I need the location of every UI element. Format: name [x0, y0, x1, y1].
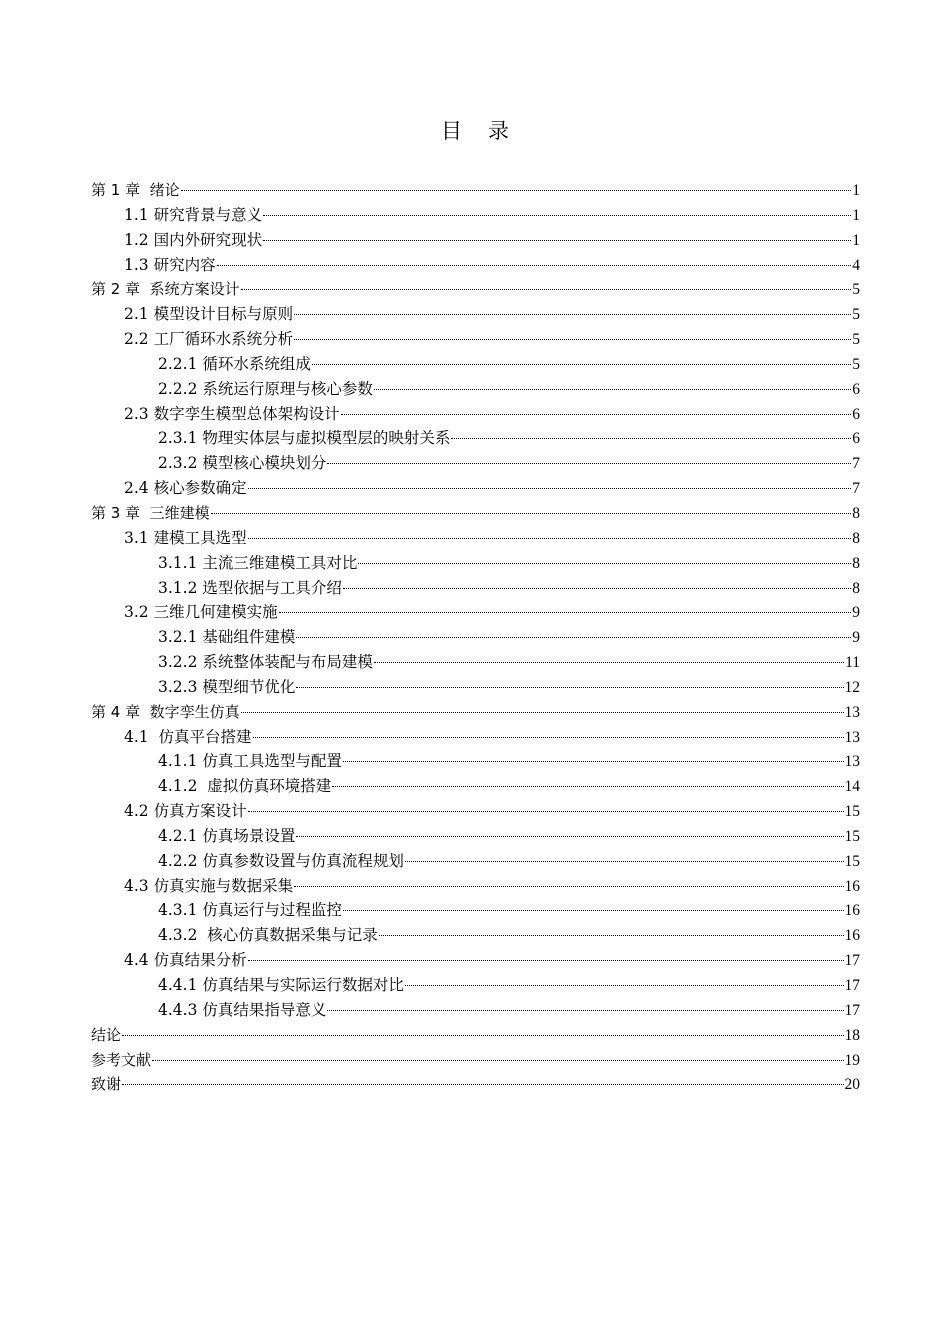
toc-dot-leader: [263, 203, 851, 216]
toc-page-number: 19: [844, 1051, 860, 1069]
toc-page-number: 4: [852, 256, 860, 274]
toc-page-number: 7: [852, 455, 860, 473]
toc-dot-leader: [379, 923, 844, 936]
toc-subsection-entry[interactable]: [91, 923, 860, 948]
toc-dot-leader: [405, 973, 844, 986]
toc-entry-label: 2.2.1 循环水系统组成: [158, 354, 311, 373]
toc-page-number: 8: [852, 504, 860, 522]
toc-entry-label: 2.3.2 模型核心模块划分: [158, 454, 327, 473]
toc-entry-label: 3.2.2 系统整体装配与布局建模: [158, 653, 373, 672]
toc-section-entry[interactable]: [91, 402, 860, 427]
toc-dot-leader: [374, 650, 844, 663]
toc-dot-leader: [122, 1072, 843, 1085]
toc-dot-leader: [343, 749, 844, 762]
toc-chapter-entry[interactable]: [91, 178, 860, 203]
toc-dot-leader: [332, 774, 843, 787]
toc-entry-label: 1.3 研究内容: [124, 255, 216, 274]
toc-subsection-entry[interactable]: [91, 824, 860, 849]
toc-dot-leader: [294, 874, 843, 887]
toc-dot-leader: [279, 600, 852, 613]
toc-chapter-entry[interactable]: [91, 501, 860, 526]
toc-entry-label: 4.2 仿真方案设计: [124, 802, 247, 821]
toc-entry-label: 3.1.2 选型依据与工具介绍: [158, 578, 342, 597]
toc-page-number: 13: [844, 753, 860, 771]
toc-page-number: 1: [852, 206, 860, 224]
toc-entry-label: 4.4.3 仿真结果指导意义: [158, 1000, 327, 1019]
toc-subsection-entry[interactable]: [91, 998, 860, 1023]
toc-entry-label: 第 3 章 三维建模: [91, 503, 210, 522]
toc-subsection-entry[interactable]: [91, 774, 860, 799]
toc-entry-label: 2.2.2 系统运行原理与核心参数: [158, 379, 373, 398]
toc-chapter-entry[interactable]: [91, 1023, 860, 1048]
toc-entry-label: 4.3.1 仿真运行与过程监控: [158, 901, 342, 920]
toc-entry-label: 4.1 仿真平台搭建: [124, 727, 252, 746]
toc-section-entry[interactable]: [91, 327, 860, 352]
toc-section-entry[interactable]: [91, 302, 860, 327]
toc-page-number: 1: [852, 231, 860, 249]
toc-entry-label: 3.1 建模工具选型: [124, 528, 247, 547]
toc-page-number: 1: [852, 182, 860, 199]
toc-section-entry[interactable]: [91, 874, 860, 899]
toc-page-number: 13: [844, 728, 860, 746]
toc-entry-label: 4.3.2 核心仿真数据采集与记录: [158, 926, 378, 945]
toc-subsection-entry[interactable]: [91, 377, 860, 402]
toc-page-number: 20: [844, 1076, 860, 1094]
toc-subsection-entry[interactable]: [91, 352, 860, 377]
toc-dot-leader: [343, 576, 851, 589]
toc-page-number: 18: [844, 1026, 860, 1044]
toc-title-char-2: 录: [488, 119, 509, 143]
toc-dot-leader: [294, 327, 851, 340]
toc-dot-leader: [122, 1023, 843, 1036]
toc-section-entry[interactable]: [91, 948, 860, 973]
toc-entry-label: 2.4 核心参数确定: [124, 479, 247, 498]
toc-page-number: 5: [852, 306, 860, 324]
toc-section-entry[interactable]: [91, 725, 860, 750]
toc-page-number: 17: [844, 952, 860, 970]
toc-page-number: 8: [852, 579, 860, 597]
toc-dot-leader: [358, 551, 851, 564]
toc-dot-leader: [181, 178, 852, 191]
toc-chapter-entry[interactable]: [91, 700, 860, 725]
toc-dot-leader: [327, 451, 851, 464]
toc-dot-leader: [253, 725, 844, 738]
toc-dot-leader: [217, 253, 852, 266]
toc-page-number: 7: [852, 480, 860, 498]
toc-dot-leader: [241, 700, 844, 713]
toc-subsection-entry[interactable]: [91, 551, 860, 576]
toc-chapter-entry[interactable]: [91, 1072, 860, 1097]
toc-subsection-entry[interactable]: [91, 973, 860, 998]
toc-entry-label: 1.2 国内外研究现状: [124, 230, 263, 249]
toc-entry-label: 第 2 章 系统方案设计: [91, 280, 240, 299]
toc-entry-label: 2.3.1 物理实体层与虚拟模型层的映射关系: [158, 429, 451, 448]
toc-dot-leader: [451, 426, 851, 439]
toc-dot-leader: [327, 998, 843, 1011]
toc-page-number: 8: [852, 554, 860, 572]
toc-section-entry[interactable]: [91, 203, 860, 228]
toc-dot-leader: [296, 824, 843, 837]
toc-entry-label: 4.3 仿真实施与数据采集: [124, 876, 294, 895]
toc-section-entry[interactable]: [91, 253, 860, 278]
toc-entry-label: 致谢: [91, 1075, 122, 1094]
toc-subsection-entry[interactable]: [91, 749, 860, 774]
toc-dot-leader: [248, 948, 844, 961]
toc-subsection-entry[interactable]: [91, 650, 860, 675]
toc-dot-leader: [341, 402, 852, 415]
toc-dot-leader: [248, 526, 852, 539]
toc-entry-label: 1.1 研究背景与意义: [124, 205, 263, 224]
toc-page-number: 5: [852, 331, 860, 349]
toc-page-number: 17: [844, 1001, 860, 1019]
toc-page-number: 9: [852, 604, 860, 622]
toc-entry-label: 3.1.1 主流三维建模工具对比: [158, 553, 358, 572]
toc-section-entry[interactable]: [91, 600, 860, 625]
toc-section-entry[interactable]: [91, 526, 860, 551]
toc-page-number: 11: [845, 654, 860, 672]
toc-entry-label: 4.4.1 仿真结果与实际运行数据对比: [158, 976, 404, 994]
toc-page-number: 16: [844, 877, 860, 895]
toc-entry-label: 2.2 工厂循环水系统分析: [124, 330, 294, 349]
toc-dot-leader: [263, 228, 851, 241]
toc-page-number: 16: [844, 927, 860, 945]
toc-title-char-1: 目: [441, 119, 462, 143]
toc-section-entry[interactable]: [91, 476, 860, 501]
toc-entry-label: 2.3 数字孪生模型总体架构设计: [124, 404, 340, 423]
toc-subsection-entry[interactable]: [91, 451, 860, 476]
toc-subsection-entry[interactable]: [91, 898, 860, 923]
table-of-contents: [91, 178, 860, 1097]
toc-subsection-entry[interactable]: [91, 576, 860, 601]
toc-dot-leader: [343, 898, 844, 911]
toc-page-number: 15: [844, 803, 860, 821]
toc-chapter-entry[interactable]: [91, 277, 860, 302]
toc-page-number: 5: [852, 281, 860, 299]
toc-subsection-entry[interactable]: [91, 625, 860, 650]
toc-entry-label: 4.1.2 虚拟仿真环境搭建: [158, 777, 332, 796]
toc-page-number: 13: [844, 703, 860, 721]
toc-page-number: 6: [852, 380, 860, 398]
toc-entry-label: 结论: [91, 1025, 122, 1044]
toc-dot-leader: [312, 352, 851, 365]
toc-page-number: 15: [844, 827, 860, 845]
toc-section-entry[interactable]: [91, 799, 860, 824]
toc-entry-label: 2.1 模型设计目标与原则: [124, 305, 294, 324]
toc-page-number: 12: [844, 678, 860, 696]
toc-subsection-entry[interactable]: [91, 849, 860, 874]
toc-entry-label: 参考文献: [91, 1050, 152, 1069]
toc-entry-label: 第 4 章 数字孪生仿真: [91, 702, 240, 721]
toc-page-number: 6: [852, 405, 860, 423]
toc-entry-label: 4.2.1 仿真场景设置: [158, 826, 296, 845]
toc-page-number: 15: [844, 852, 860, 870]
toc-dot-leader: [296, 675, 843, 688]
toc-entry-label: 3.2.1 基础组件建模: [158, 628, 296, 647]
toc-dot-leader: [241, 277, 852, 290]
toc-page-number: 17: [844, 977, 860, 994]
toc-entry-label: 4.2.2 仿真参数设置与仿真流程规划: [158, 851, 404, 870]
toc-page-number: 16: [844, 902, 860, 920]
toc-entry-label: 第 1 章 绪论: [91, 181, 180, 199]
toc-dot-leader: [152, 1048, 843, 1061]
toc-entry-label: 3.2 三维几何建模实施: [124, 603, 278, 622]
toc-page-number: 9: [852, 629, 860, 647]
toc-page-number: 5: [852, 355, 860, 373]
toc-dot-leader: [374, 377, 851, 390]
toc-dot-leader: [296, 625, 851, 638]
toc-dot-leader: [248, 476, 852, 489]
toc-page-number: 14: [844, 778, 860, 796]
toc-page-number: 6: [852, 430, 860, 448]
toc-dot-leader: [294, 302, 851, 315]
toc-section-entry[interactable]: [91, 228, 860, 253]
toc-subsection-entry[interactable]: [91, 426, 860, 451]
toc-entry-label: 4.4 仿真结果分析: [124, 951, 247, 970]
toc-dot-leader: [405, 849, 844, 862]
toc-dot-leader: [211, 501, 852, 514]
toc-chapter-entry[interactable]: [91, 1048, 860, 1073]
toc-dot-leader: [248, 799, 844, 812]
toc-page-number: 8: [852, 529, 860, 547]
toc-entry-label: 4.1.1 仿真工具选型与配置: [158, 752, 342, 771]
toc-subsection-entry[interactable]: [91, 675, 860, 700]
toc-title: [0, 116, 950, 146]
toc-entry-label: 3.2.3 模型细节优化: [158, 677, 296, 696]
